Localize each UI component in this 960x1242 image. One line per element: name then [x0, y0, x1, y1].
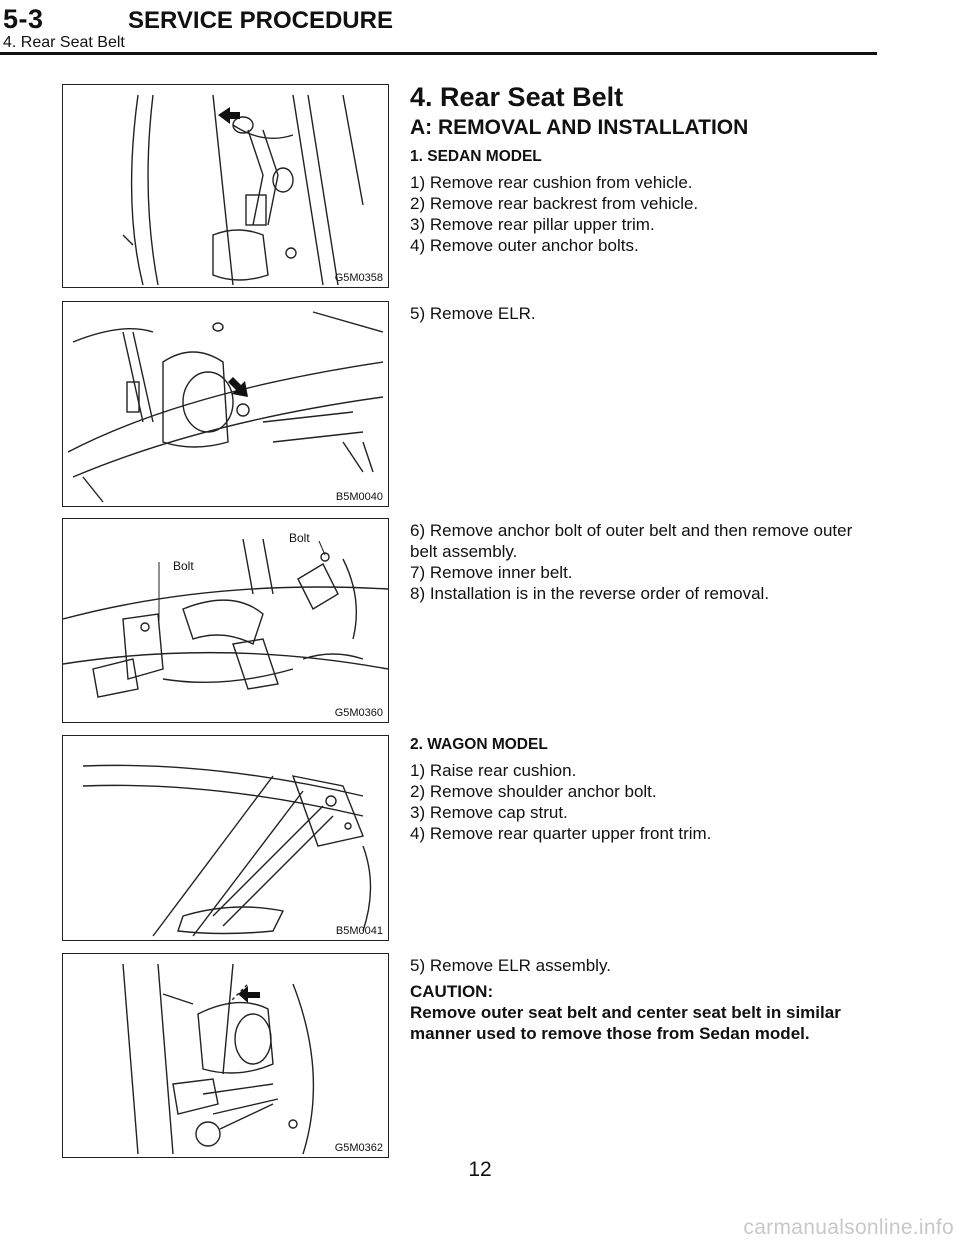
header-rule	[0, 52, 877, 55]
sedan-heading: 1. SEDAN MODEL	[410, 148, 542, 165]
section-heading: 4. Rear Seat Belt	[410, 82, 624, 112]
bolt-callout-right: Bolt	[289, 531, 310, 545]
page-number: 12	[468, 1158, 492, 1181]
watermark: carmanualsonline.info	[743, 1216, 954, 1239]
figure-b5m0040	[62, 301, 389, 507]
step-text: 4) Remove outer anchor bolts.	[410, 236, 639, 255]
figure-b5m0041	[62, 735, 389, 941]
figure-illustration	[63, 85, 388, 287]
step-text: 2) Remove rear backrest from vehicle.	[410, 194, 699, 213]
figure-illustration	[63, 954, 388, 1157]
sedan-steps-6-8	[410, 520, 880, 604]
figure-code: B5M0041	[335, 925, 383, 937]
figure-code: G5M0362	[334, 1142, 383, 1154]
figure-g5m0358	[62, 84, 389, 288]
step-text: 2) Remove shoulder anchor bolt.	[410, 782, 657, 801]
caution-text: manner used to remove those from Sedan model.	[410, 1024, 810, 1043]
step-text: 5) Remove ELR.	[410, 304, 536, 323]
figure-g5m0360	[62, 518, 389, 723]
step-text: 4) Remove rear quarter upper front trim.	[410, 824, 712, 843]
caution-text: Remove outer seat belt and center seat belt in similar	[410, 1003, 841, 1022]
figure-illustration	[63, 736, 388, 940]
figure-code: G5M0360	[334, 707, 383, 719]
section-code: 5-3	[3, 4, 44, 34]
sedan-steps-1-4	[410, 146, 880, 256]
figure-code: G5M0358	[334, 272, 383, 284]
step-text: 1) Raise rear cushion.	[410, 761, 577, 780]
wagon-heading: 2. WAGON MODEL	[410, 736, 548, 753]
wagon-steps-1-4	[410, 734, 880, 844]
step-text: 6) Remove anchor bolt of outer belt and then remove outer	[410, 521, 853, 540]
step-text: 8) Installation is in the reverse order of removal.	[410, 584, 770, 603]
bolt-callout-left: Bolt	[173, 559, 194, 573]
step-text: belt assembly.	[410, 542, 518, 561]
sedan-step-5	[410, 303, 880, 324]
figure-code: B5M0040	[335, 491, 383, 503]
subsection-heading: A: REMOVAL AND INSTALLATION	[410, 116, 749, 139]
subsection-title: 4. Rear Seat Belt	[3, 34, 125, 51]
caution-label: CAUTION:	[410, 982, 494, 1001]
step-text: 3) Remove cap strut.	[410, 803, 568, 822]
step-text: 7) Remove inner belt.	[410, 563, 573, 582]
step-text: 5) Remove ELR assembly.	[410, 956, 611, 975]
figure-g5m0362	[62, 953, 389, 1158]
step-text: 1) Remove rear cushion from vehicle.	[410, 173, 693, 192]
figure-illustration	[63, 519, 388, 722]
wagon-step-5	[410, 955, 880, 1044]
section-title: SERVICE PROCEDURE	[128, 7, 393, 34]
step-text: 3) Remove rear pillar upper trim.	[410, 215, 655, 234]
figure-illustration	[63, 302, 388, 506]
